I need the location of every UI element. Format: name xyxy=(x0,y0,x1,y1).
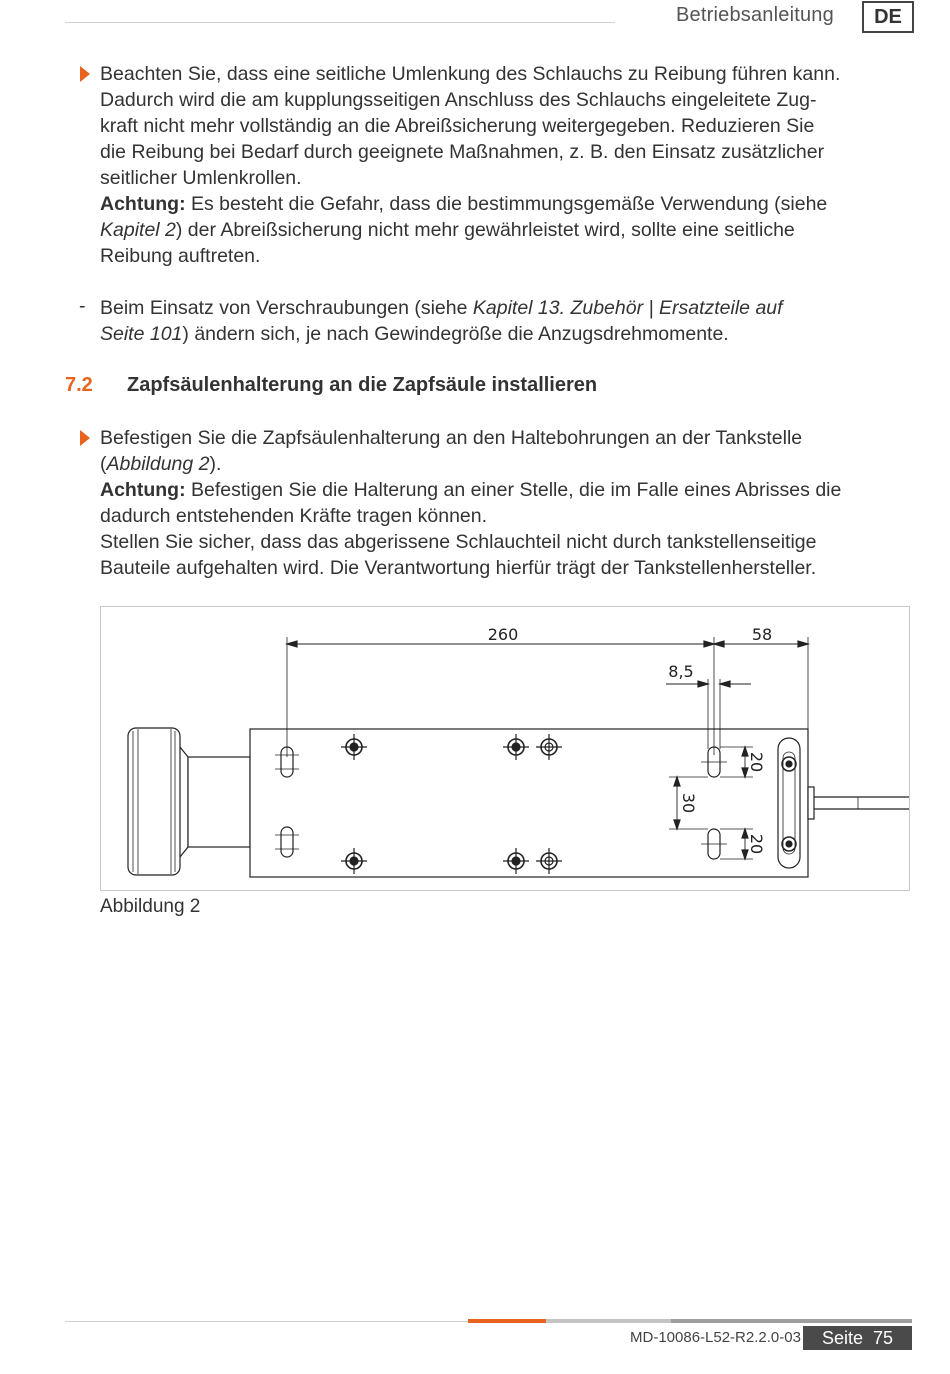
dimension-20-top: 20 xyxy=(747,751,766,773)
text-line: Stellen Sie sicher, dass das abgerissene Schlauchteil nicht durch tankstellenseitige xyxy=(100,531,817,553)
text-line: Bauteile aufgehalten wird. Die Verantwortung hierfür trägt der Tankstellenhersteller. xyxy=(100,557,817,579)
dash-marker: - xyxy=(79,295,86,317)
bullet-arrow-icon xyxy=(80,66,90,82)
text-line: kraft nicht mehr vollständig an die Abreißsicherung weitergegeben. Reduzieren Sie xyxy=(100,115,815,137)
warning-line: Achtung: Es besteht die Gefahr, dass die bestimmungsgemäße Verwendung (siehe xyxy=(100,193,828,215)
coupling-neck xyxy=(180,747,188,857)
footer-bar-light xyxy=(546,1319,671,1323)
text-line: Beachten Sie, dass eine seitliche Umlenkung des Schlauchs zu Reibung führen kann. xyxy=(100,63,841,85)
instruction-paragraph-3: Befestigen Sie die Zapfsäulenhalterung an den Haltebohrungen an der Tankstelle (Abbildung 2). Achtung: Befestigen Sie die Halterung an einer Stelle, die im Falle eines Abrisses die dadurch entstehenden Kräfte tragen können. Stellen Sie sicher, dass das abgerissene Schlauchteil nicht durch tankstellenseitige Bauteile aufgehalten wird. Die Verantwortung hierfür trägt der Tankstellenhersteller. xyxy=(100,425,920,581)
dimension-30: 30 xyxy=(679,792,698,814)
chapter-reference-link[interactable]: Kapitel 2 xyxy=(100,219,176,241)
text-line: dadurch entstehenden Kräfte tragen können. xyxy=(100,505,488,527)
footer-accent-bar xyxy=(468,1319,546,1323)
figure-reference-link[interactable]: Abbildung 2 xyxy=(106,453,210,475)
document-type-title: Betriebsanleitung xyxy=(676,4,834,26)
dimension-58: 58 xyxy=(751,625,773,644)
document-id: MD-10086-L52-R2.2.0-03 xyxy=(630,1329,801,1346)
header-rule xyxy=(65,22,615,23)
footer-bar-dark xyxy=(671,1319,912,1323)
instruction-paragraph-1 xyxy=(100,61,920,269)
dimension-20-bottom: 20 xyxy=(747,833,766,855)
coupling-body xyxy=(128,728,180,875)
bracket-plate xyxy=(250,729,808,877)
warning-label: Achtung: xyxy=(100,479,186,501)
chapter-reference-link[interactable]: Kapitel 13. Zubehör | Ersatzteile auf xyxy=(472,297,783,319)
warning-line: Kapitel 2) der Abreißsicherung nicht mehr gewährleistet wird, sollte eine seitliche xyxy=(100,219,795,241)
instruction-paragraph-2: Beim Einsatz von Verschraubungen (siehe Kapitel 13. Zubehör | Ersatzteile auf Seite 101) ändern sich, je nach Gewindegröße die Anzugsdrehmomente. xyxy=(100,297,783,345)
text-line: seitlicher Umlenkrollen. xyxy=(100,167,302,189)
page-number-badge: Seite 75 xyxy=(803,1326,912,1350)
figure-frame xyxy=(100,606,910,891)
section-title: Zapfsäulenhalterung an die Zapfsäule installieren xyxy=(127,374,598,396)
warning-label: Achtung: xyxy=(100,193,186,215)
section-number: 7.2 xyxy=(65,374,93,396)
warning-line: Achtung: Befestigen Sie die Halterung an einer Stelle, die im Falle eines Abrisses die xyxy=(100,479,842,501)
text-line: Dadurch wird die am kupplungsseitigen Anschluss des Schlauchs eingeleitete Zug- xyxy=(100,89,817,111)
footer-rule xyxy=(65,1321,468,1322)
text-line: Befestigen Sie die Zapfsäulenhalterung an den Haltebohrungen an der Tankstelle xyxy=(100,427,803,449)
figure-caption: Abbildung 2 xyxy=(100,896,201,917)
page-reference-link[interactable]: Seite 101 xyxy=(100,323,183,345)
language-badge: DE xyxy=(862,1,914,33)
bullet-arrow-icon xyxy=(80,430,90,446)
text-line: die Reibung bei Bedarf durch geeignete Maßnahmen, z. B. den Einsatz zusätzlicher xyxy=(100,141,825,163)
mounting-bracket-drawing xyxy=(101,607,909,890)
dimension-260: 260 xyxy=(487,625,519,644)
dimension-8-5: 8,5 xyxy=(668,662,694,681)
text-line: Reibung auftreten. xyxy=(100,245,261,267)
coupling-shaft xyxy=(188,757,250,847)
